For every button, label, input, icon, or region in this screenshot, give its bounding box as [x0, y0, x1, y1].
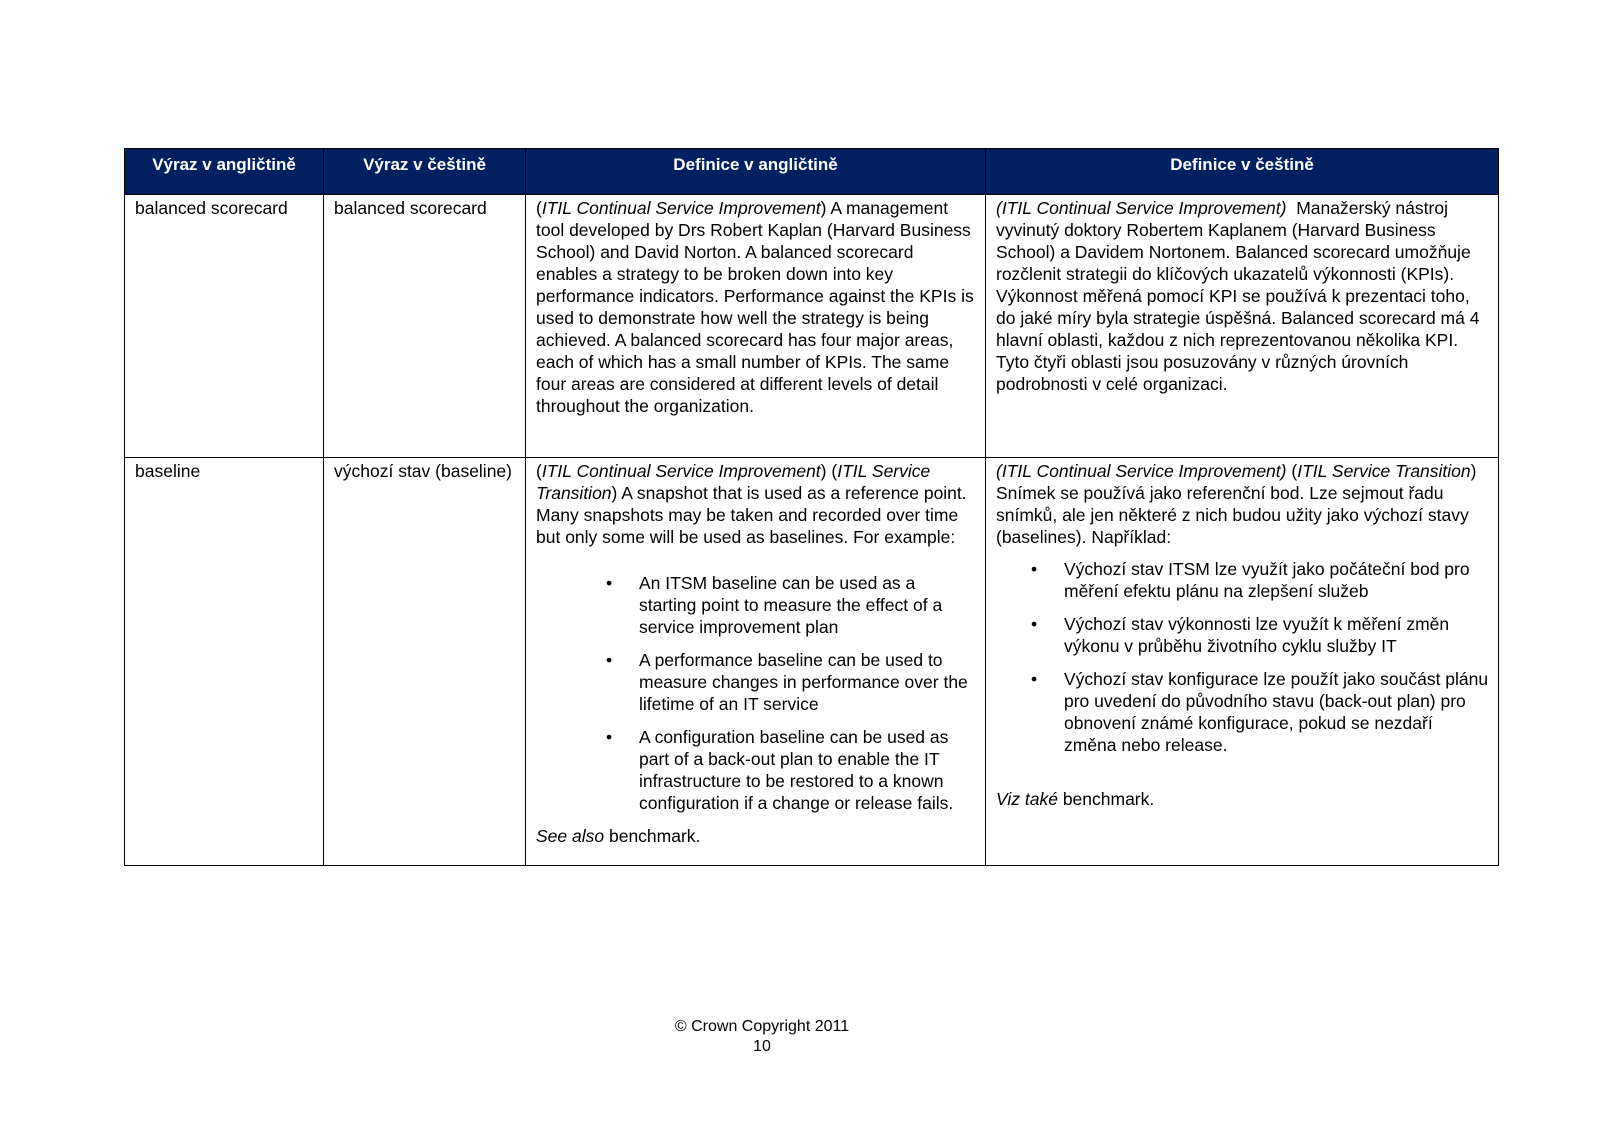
table-row — [125, 458, 1499, 866]
term-en-cell: baseline — [125, 458, 324, 866]
definition-en-cell: (ITIL Continual Service Improvement) A management tool developed by Drs Robert Kaplan (Harvard Business School) and David Norton. A balanced scorecard enables a strategy to be broken down into key performance indicators. Performance against the KPIs is used to demonstrate how well the strategy is being achieved. A balanced scorecard has four major areas, each of which has a small number of KPIs. The same four areas are considered at different levels of detail throughout the organization. — [526, 195, 986, 458]
page-footer — [0, 1017, 1524, 1057]
definition-cz-cell: (ITIL Continual Service Improvement) (ITIL Service Transition) Snímek se používá jako referenční bod. Lze sejmout řadu snímků, ale jen některé z nich budou užity jako výchozí stavy (baselines). Například: • Výchozí stav ITSM lze využít jako počáteční bod pro měření efektu plánu na zlepšení služeb • Výchozí stav výkonnosti lze využít k měření změn výkonu v průběhu životního cyklu služby IT • Výchozí stav konfigurace lze použít jako součást plánu pro uvedení do původního stavu (back-out plan) pro obnovení známé konfigurace, pokud se nezdaří změna nebo release. Viz také benchmark. — [986, 458, 1499, 866]
list-item: • Výchozí stav ITSM lze využít jako počáteční bod pro měření efektu plánu na zlepšení služeb — [996, 558, 1489, 602]
glossary-table — [124, 148, 1499, 866]
see-also-term: benchmark. — [1062, 789, 1155, 809]
definition-en-cell: (ITIL Continual Service Improvement) (ITIL Service Transition) A snapshot that is used as a reference point. Many snapshots may be taken and recorded over time but only some will be used as baselines. For example: • An ITSM baseline can be used as a starting point to measure the effect of a service improvement plan • A performance baseline can be used to measure changes in performance over the lifetime of an IT service • A configuration baseline can be used as part of a back-out plan to enable the IT infrastructure to be restored to a known configuration if a change or release fails. See also benchmark. — [526, 458, 986, 866]
page-number: 10 — [753, 1038, 771, 1055]
list-item: • Výchozí stav výkonnosti lze využít k měření změn výkonu v průběhu životního cyklu služby IT — [996, 613, 1489, 657]
bullet-list — [996, 558, 1489, 756]
definition-text: A management tool developed by Drs Robert Kaplan (Harvard Business School) and David Norton. A balanced scorecard enables a strategy to be broken down into key performance indicators. Performance against the KPIs is used to demonstrate how well the strategy is being achieved. A balanced scorecard has four major areas, each of which has a small number of KPIs. The same four areas are considered at different levels of detail throughout the organization. — [536, 198, 974, 416]
definition-text: A snapshot that is used as a reference point. Many snapshots may be taken and recorded over time but only some will be used as baselines. For example: — [536, 483, 967, 547]
list-item: • A configuration baseline can be used as part of a back-out plan to enable the IT infrastructure to be restored to a known configuration if a change or release fails. — [536, 726, 976, 814]
list-item: • Výchozí stav konfigurace lze použít jako součást plánu pro uvedení do původního stavu (back-out plan) pro obnovení známé konfigurace, pokud se nezdaří změna nebo release. — [996, 668, 1489, 756]
copyright-notice: © Crown Copyright 2011 — [674, 1018, 850, 1035]
header-definition-cz: Definice v češtině — [986, 149, 1499, 195]
see-also — [996, 788, 1489, 810]
definition-source: ITIL Continual Service Improvement — [541, 198, 821, 218]
term-cz-cell: balanced scorecard — [324, 195, 526, 458]
term-cz-cell: výchozí stav (baseline) — [324, 458, 526, 866]
table-row — [125, 195, 1499, 458]
definition-cz-cell — [986, 195, 1499, 458]
list-item: • A performance baseline can be used to measure changes in performance over the lifetime of an IT service — [536, 649, 976, 715]
see-also-label: Viz také — [996, 789, 1058, 809]
header-definition-en: Definice v angličtině — [526, 149, 986, 195]
see-also-label: See also — [536, 826, 605, 846]
definition-text: Snímek se používá jako referenční bod. Lze sejmout řadu snímků, ale jen některé z nich budou užity jako výchozí stavy (baselines). Například: — [996, 483, 1469, 547]
bullet-list — [536, 572, 976, 814]
table-header-row — [125, 149, 1499, 195]
definition-text: Manažerský nástroj vyvinutý doktory Robertem Kaplanem (Harvard Business School) a Davidem Nortonem. Balanced scorecard umožňuje rozčlenit strategii do klíčových ukazatelů výkonnosti (KPIs). Výkonnost měřená pomocí KPI se používá k prezentaci toho, do jaké míry byla strategie úspěšná. Balanced scorecard má 4 hlavní oblasti, každou z nich reprezentovanou několika KPI. Tyto čtyři oblasti jsou posuzovány v různých úrovních podrobnosti v celé organizaci. — [996, 198, 1480, 394]
definition-source: ITIL Service Transition — [1297, 461, 1471, 481]
definition-source: ITIL Continual Service Improvement — [541, 461, 821, 481]
definition-source: (ITIL Continual Service Improvement) — [996, 461, 1287, 481]
list-item: • An ITSM baseline can be used as a starting point to measure the effect of a service improvement plan — [536, 572, 976, 638]
see-also-term: benchmark. — [608, 826, 701, 846]
see-also — [536, 825, 976, 847]
header-term-en: Výraz v angličtině — [125, 149, 324, 195]
definition-source: (ITIL Continual Service Improvement) — [996, 198, 1287, 218]
term-en-cell: balanced scorecard — [125, 195, 324, 458]
header-term-cz: Výraz v češtině — [324, 149, 526, 195]
definition-source: ITIL Service Transition — [536, 461, 931, 503]
